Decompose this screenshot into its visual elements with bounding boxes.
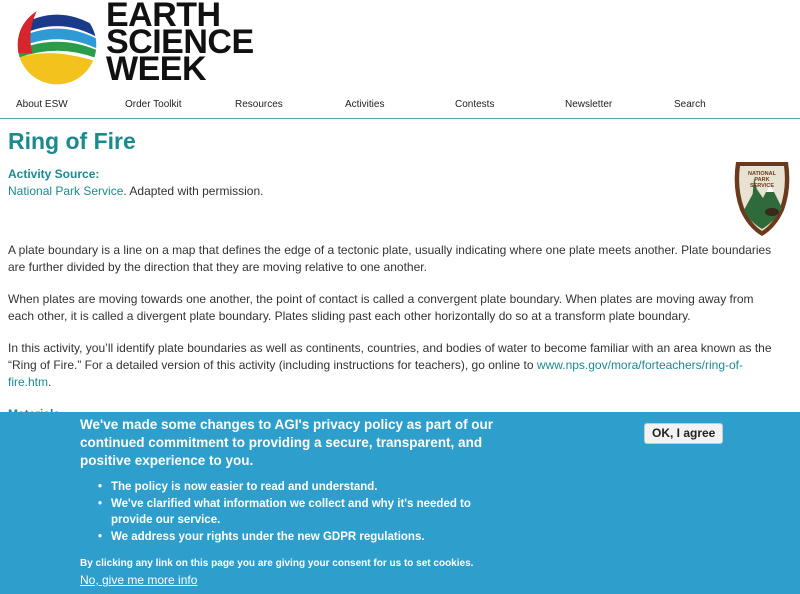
privacy-bullet: • The policy is now easier to read and understand. bbox=[96, 479, 471, 496]
privacy-bullet: • We've clarified what information we collect and why it's needed to provide our service. bbox=[96, 496, 471, 529]
more-info-link[interactable]: No, give me more info bbox=[80, 573, 198, 587]
logo-line-earth: EARTH bbox=[106, 0, 221, 34]
privacy-bullet: • We address your rights under the new GDPR regulations. bbox=[96, 529, 471, 546]
cookie-consent-text: By clicking any link on this page you are giving your consent for us to set cookies. bbox=[80, 558, 474, 569]
nav-order-toolkit[interactable]: Order Toolkit bbox=[125, 99, 182, 110]
svg-text:PARK: PARK bbox=[754, 177, 770, 183]
privacy-banner bbox=[0, 412, 800, 594]
logo-line-week: WEEK bbox=[106, 50, 206, 88]
site-logo[interactable] bbox=[16, 0, 254, 88]
main-nav bbox=[0, 96, 800, 119]
activity-intro-text: In this activity, you’ll identify plate boundaries as well as continents, countries, and bodies of water to become familiar with an area known as the “Ring of Fire.” For a detailed version of this activity (including instructions for teachers), go online to bbox=[8, 341, 772, 372]
paragraph-boundary-types: When plates are moving towards one another, the point of contact is called a convergent plate boundary. When plates are moving away from each other, it is called a divergent plate boundary. Plates sliding past each other horizontally do so at a transform plate boundary. bbox=[8, 292, 754, 323]
ok-agree-button[interactable]: OK, I agree bbox=[644, 423, 723, 444]
nav-search[interactable]: Search bbox=[674, 99, 706, 110]
activity-source-line bbox=[8, 184, 263, 198]
svg-text:NATIONAL: NATIONAL bbox=[747, 171, 777, 177]
nps-arrowhead-icon bbox=[730, 158, 794, 238]
national-park-service-link[interactable]: National Park Service bbox=[8, 184, 124, 198]
page-title: Ring of Fire bbox=[8, 128, 136, 154]
nav-newsletter[interactable]: Newsletter bbox=[565, 99, 613, 110]
nav-about-esw[interactable]: About ESW bbox=[16, 99, 68, 110]
logo-line-science: SCIENCE bbox=[106, 23, 254, 61]
nav-activities[interactable]: Activities bbox=[345, 99, 385, 110]
logo-wordmark bbox=[106, 0, 254, 88]
nps-ring-of-fire-link[interactable]: www.nps.gov/mora/forteachers/ring-of-fire.htm bbox=[8, 358, 743, 389]
source-suffix: . Adapted with permission. bbox=[123, 184, 264, 198]
paragraph-activity-intro bbox=[8, 340, 778, 391]
activity-source-label: Activity Source: bbox=[8, 167, 100, 181]
nav-contests[interactable]: Contests bbox=[455, 99, 495, 110]
privacy-bullets bbox=[96, 479, 471, 545]
activity-intro-end: . bbox=[48, 375, 52, 389]
paragraph-plate-boundary: A plate boundary is a line on a map that defines the edge of a tectonic plate, usually indicating where one plate meets another. Plate boundaries are further divided by the direction that they are moving relative to one another. bbox=[8, 243, 772, 274]
nav-resources[interactable]: Resources bbox=[235, 99, 283, 110]
earth-science-week-logo-icon bbox=[16, 4, 98, 86]
privacy-headline: We've made some changes to AGI's privacy policy as part of our continued commitment to providing a secure, transparent, and positive experience to you. bbox=[80, 417, 494, 468]
svg-text:SERVICE: SERVICE bbox=[749, 183, 775, 189]
